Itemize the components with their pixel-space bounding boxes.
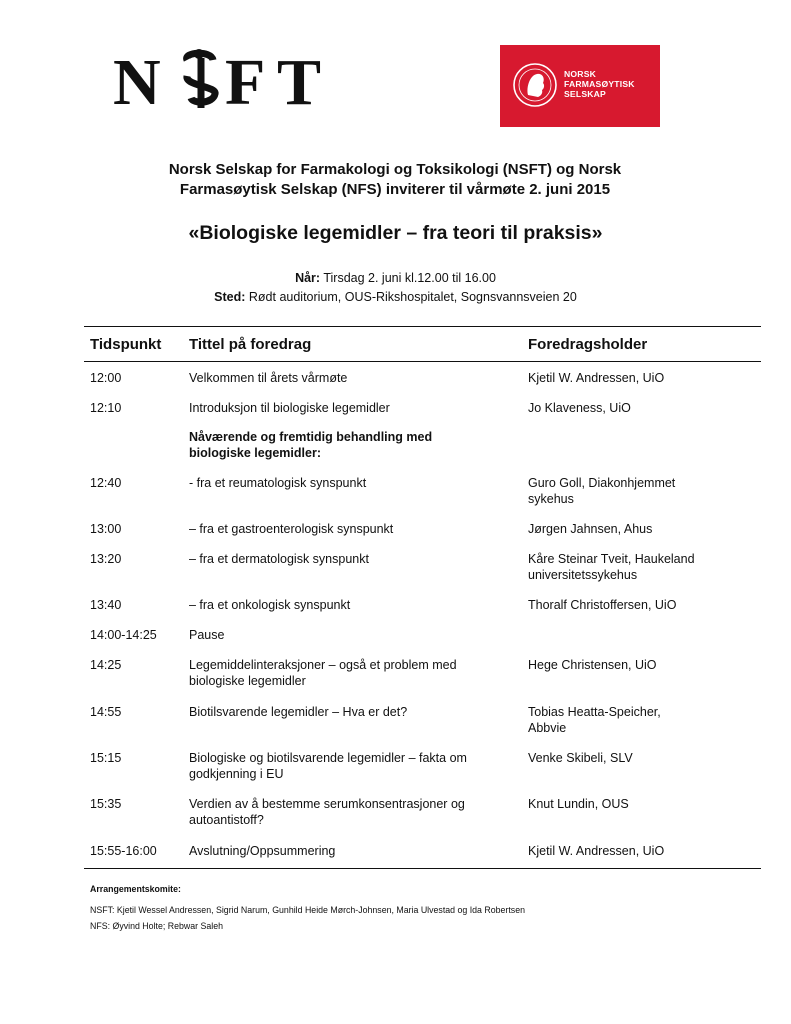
row-time: 13:20: [90, 552, 122, 566]
meeting-location: [0, 289, 791, 305]
row-speaker-line: Knut Lundin, OUS: [528, 797, 629, 811]
invitation-line-2: Farmasøytisk Selskap (NFS) inviterer til vårmøte 2. juni 2015: [179, 181, 611, 198]
row-speaker-line: Tobias Heatta-Speicher,: [528, 705, 661, 719]
svg-text:F: F: [225, 46, 266, 114]
row-title: [189, 751, 514, 782]
table-bottom-rule: [84, 868, 761, 869]
row-speaker-line: Kåre Steinar Tveit, Haukeland: [528, 552, 695, 566]
row-title: [189, 844, 514, 860]
row-speaker: [528, 552, 758, 583]
row-speaker: [528, 598, 758, 614]
row-speaker-line: Jørgen Jahnsen, Ahus: [528, 522, 653, 536]
invitation-text: [60, 160, 730, 200]
row-title-line: Avslutning/Oppsummering: [189, 844, 336, 858]
nfs-logo: [500, 45, 660, 127]
row-title-line: biologiske legemidler: [189, 673, 306, 688]
row-speaker: [528, 658, 758, 674]
nsft-logo: [113, 46, 341, 114]
page-title: «Biologiske legemidler – fra teori til praksis»: [188, 222, 603, 244]
row-title-line: – fra et gastroenterologisk synspunkt: [189, 522, 394, 536]
row-time: 14:00-14:25: [90, 628, 157, 642]
row-speaker-line: Kjetil W. Andressen, UiO: [528, 844, 665, 858]
row-title: [189, 476, 514, 492]
row-speaker-line: Hege Christensen, UiO: [528, 658, 657, 672]
row-speaker-line: Venke Skibeli, SLV: [528, 751, 633, 765]
committee-nsft: NSFT: Kjetil Wessel Andressen, Sigrid Narum, Gunhild Heide Mørch-Johnsen, Maria Ulvestad og Ida Robertsen: [90, 905, 525, 915]
row-speaker: [528, 476, 758, 507]
row-speaker: [528, 797, 758, 813]
row-speaker-line: Kjetil W. Andressen, UiO: [528, 371, 665, 385]
row-title: [189, 628, 514, 644]
row-speaker: [528, 844, 758, 860]
row-speaker-line: Guro Goll, Diakonhjemmet: [528, 476, 676, 490]
row-time: 15:55-16:00: [90, 844, 157, 858]
row-speaker: [528, 371, 758, 387]
row-title-line: Nåværende og fremtidig behandling med: [189, 430, 433, 444]
row-title-line: – fra et dermatologisk synspunkt: [189, 552, 369, 566]
when-value: Tirsdag 2. juni kl.12.00 til 16.00: [320, 271, 496, 285]
row-title: [189, 797, 514, 828]
row-title-line: Verdien av å bestemme serumkonsentrasjoner og: [189, 797, 465, 811]
header-title: Tittel på foredrag: [189, 336, 312, 353]
row-title: [189, 705, 514, 721]
row-title-line: – fra et onkologisk synspunkt: [189, 598, 351, 612]
row-title-line: Introduksjon til biologiske legemidler: [189, 401, 390, 415]
row-time: 15:15: [90, 751, 122, 765]
row-title-line: biologiske legemidler:: [189, 445, 321, 460]
row-time: 14:55: [90, 705, 122, 719]
header-time: Tidspunkt: [90, 336, 162, 353]
row-title: [189, 522, 514, 538]
row-time: 15:35: [90, 797, 122, 811]
row-time: 12:10: [90, 401, 122, 415]
row-title: [189, 658, 514, 689]
row-title: [189, 371, 514, 387]
row-title: [189, 430, 514, 461]
row-speaker: [528, 751, 758, 767]
committee-heading: Arrangementskomite:: [90, 884, 181, 894]
row-time: 13:00: [90, 522, 122, 536]
row-title-line: Pause: [189, 628, 225, 642]
invitation-line-1: Norsk Selskap for Farmakologi og Toksikologi (NSFT) og Norsk: [168, 161, 622, 178]
row-title: [189, 598, 514, 614]
committee-nfs: NFS: Øyvind Holte; Rebwar Saleh: [90, 921, 223, 931]
row-speaker: [528, 401, 758, 417]
row-title-line: Velkommen til årets vårmøte: [189, 371, 348, 385]
when-label: Når:: [295, 271, 321, 285]
row-title: [189, 401, 514, 417]
table-top-rule: [84, 326, 761, 327]
row-title-line: godkjenning i EU: [189, 766, 284, 781]
where-value: Rødt auditorium, OUS-Rikshospitalet, Sognsvannsveien 20: [245, 290, 577, 304]
row-speaker-line: sykehus: [528, 491, 574, 506]
row-title-line: Legemiddelinteraksjoner – også et problem med: [189, 658, 457, 672]
row-speaker-line: Jo Klaveness, UiO: [528, 401, 631, 415]
row-speaker-line: Thoralf Christoffersen, UiO: [528, 598, 677, 612]
nfs-logo-text: NORSK FARMASØYTISK SELSKAP: [564, 69, 635, 99]
row-speaker: [528, 522, 758, 538]
row-title-line: Biotilsvarende legemidler – Hva er det?: [189, 705, 408, 719]
row-title: [189, 552, 514, 568]
row-title-line: autoantistoff?: [189, 812, 264, 827]
row-time: 12:00: [90, 371, 122, 385]
row-time: 14:25: [90, 658, 122, 672]
row-title-line: - fra et reumatologisk synspunkt: [189, 476, 367, 490]
header-speaker: Foredragsholder: [528, 336, 648, 353]
table-header-rule: [84, 361, 761, 362]
row-title-line: Biologiske og biotilsvarende legemidler – fakta om: [189, 751, 467, 765]
svg-text:T: T: [277, 46, 322, 114]
row-time: 12:40: [90, 476, 122, 490]
row-speaker-line: Abbvie: [528, 720, 567, 735]
row-speaker-line: universitetssykehus: [528, 567, 638, 582]
meeting-time: [0, 270, 791, 286]
row-time: 13:40: [90, 598, 122, 612]
row-speaker: [528, 705, 758, 736]
nfs-seal-icon: [512, 59, 558, 111]
svg-text:N: N: [113, 46, 161, 114]
where-label: Sted:: [214, 290, 246, 304]
